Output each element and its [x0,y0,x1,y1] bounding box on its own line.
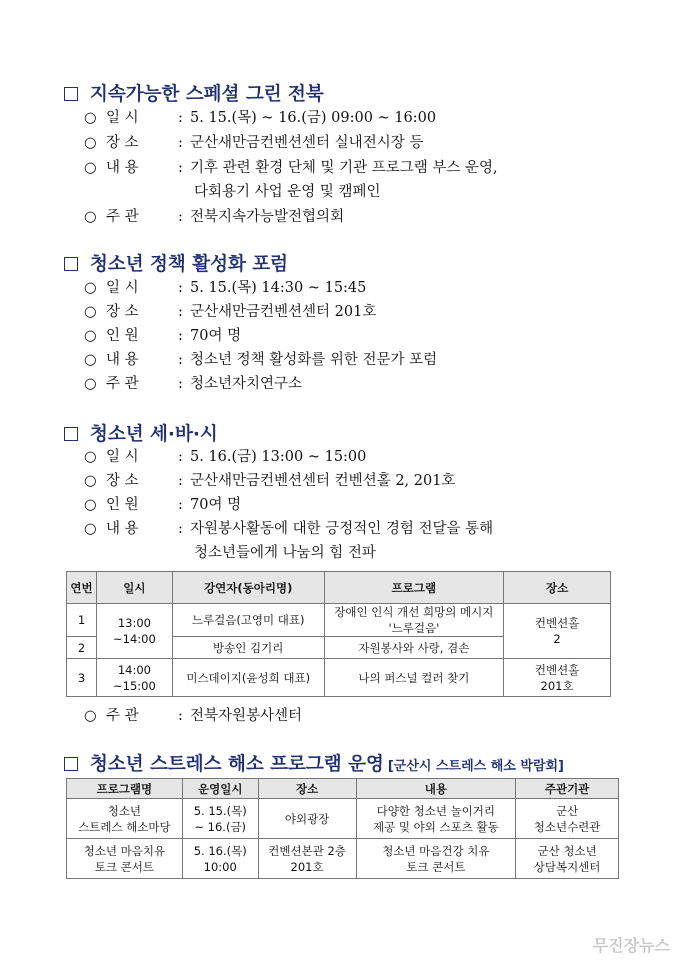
table-header: 장소 [504,572,611,604]
info-row: ○ 장 소 : 군산새만금컨벤션센터 컨벤션홀 2, 201호 [84,473,456,489]
square-bullet-icon [64,427,78,441]
info-continuation: 청소년들에게 나눔의 힘 전파 [194,545,376,561]
table-header: 내용 [356,779,516,799]
table-header: 주관기관 [516,779,619,799]
square-bullet-icon [64,757,78,771]
table-row: 청소년 마음치유 토크 콘서트 5. 16.(목) 10:00 컨벤션본관 2층 201호 청소년 마음건강 치유 토크 콘서트 군산 청소년 상담복지센터 [67,839,619,879]
info-row: ○ 일 시 : 5. 16.(금) 13:00 ~ 15:00 [84,449,367,465]
info-row: ○ 주 관 : 전북지속가능발전협의회 [84,209,345,225]
table-header: 일시 [96,572,172,604]
table-header: 연번 [67,572,97,604]
info-row: ○ 내 용 : 기후 관련 환경 단체 및 기관 프로그램 부스 운영, [84,160,498,176]
square-bullet-icon [64,257,78,271]
info-row: ○ 일 시 : 5. 15.(목) ~ 16.(금) 09:00 ~ 16:00 [84,110,437,126]
table-row: 3 14:00 ~15:00 미스데이지(윤성희 대표) 나의 퍼스널 컬러 찾기 컨벤션홀 201호 [67,659,611,697]
table-header: 프로그램 [324,572,504,604]
info-row: ○ 내 용 : 청소년 정책 활성화를 위한 전문가 포럼 [84,352,438,368]
table-row: 2 방송인 김기리 자원봉사와 사랑, 겸손 [67,637,611,659]
info-row: ○ 인 원 : 70여 명 [84,497,242,513]
watermark-logo: 무진장뉴스 [592,936,670,955]
info-row: ○ 인 원 : 70여 명 [84,328,242,344]
table-header: 운영일시 [182,779,258,799]
section-title-1: 지속가능한 스페셜 그린 전북 [64,80,324,106]
section-title-3: 청소년 세·바·시 [64,420,218,446]
table-row: 청소년 스트레스 해소마당 5. 15.(목) ~ 16.(금) 야외광장 다양한 청소년 놀이거리 제공 및 야외 스포츠 활동 군산 청소년수련관 [67,799,619,839]
table-row: 1 13:00 ~14:00 느루걸음(고영미 대표) 장애인 인식 개선 희망의 메시지 '느루걸음' 컨벤션홀 2 [67,604,611,637]
section-title-2: 청소년 정책 활성화 포럼 [64,250,288,276]
table-header: 강연자(동아리명) [172,572,324,604]
info-continuation: 다회용기 사업 운영 및 캠페인 [194,184,381,200]
info-row: ○ 내 용 : 자원봉사활동에 대한 긍정적인 경험 전달을 통해 [84,521,494,537]
section-title-4: 청소년 스트레스 해소 프로그램 운영 [군산시 스트레스 해소 박람회] [64,750,564,776]
info-row: ○ 주 관 : 전북자원봉사센터 [84,708,303,724]
table-header: 장소 [258,779,356,799]
info-row: ○ 장 소 : 군산새만금컨벤션센터 201호 [84,304,377,320]
info-row: ○ 장 소 : 군산새만금컨벤션센터 실내전시장 등 [84,135,424,151]
stress-program-table [66,778,619,879]
info-row: ○ 주 관 : 청소년자치연구소 [84,376,303,392]
lecture-table [66,571,611,697]
table-header: 프로그램명 [67,779,183,799]
info-row: ○ 일 시 : 5. 15.(목) 14:30 ~ 15:45 [84,280,367,296]
square-bullet-icon [64,87,78,101]
